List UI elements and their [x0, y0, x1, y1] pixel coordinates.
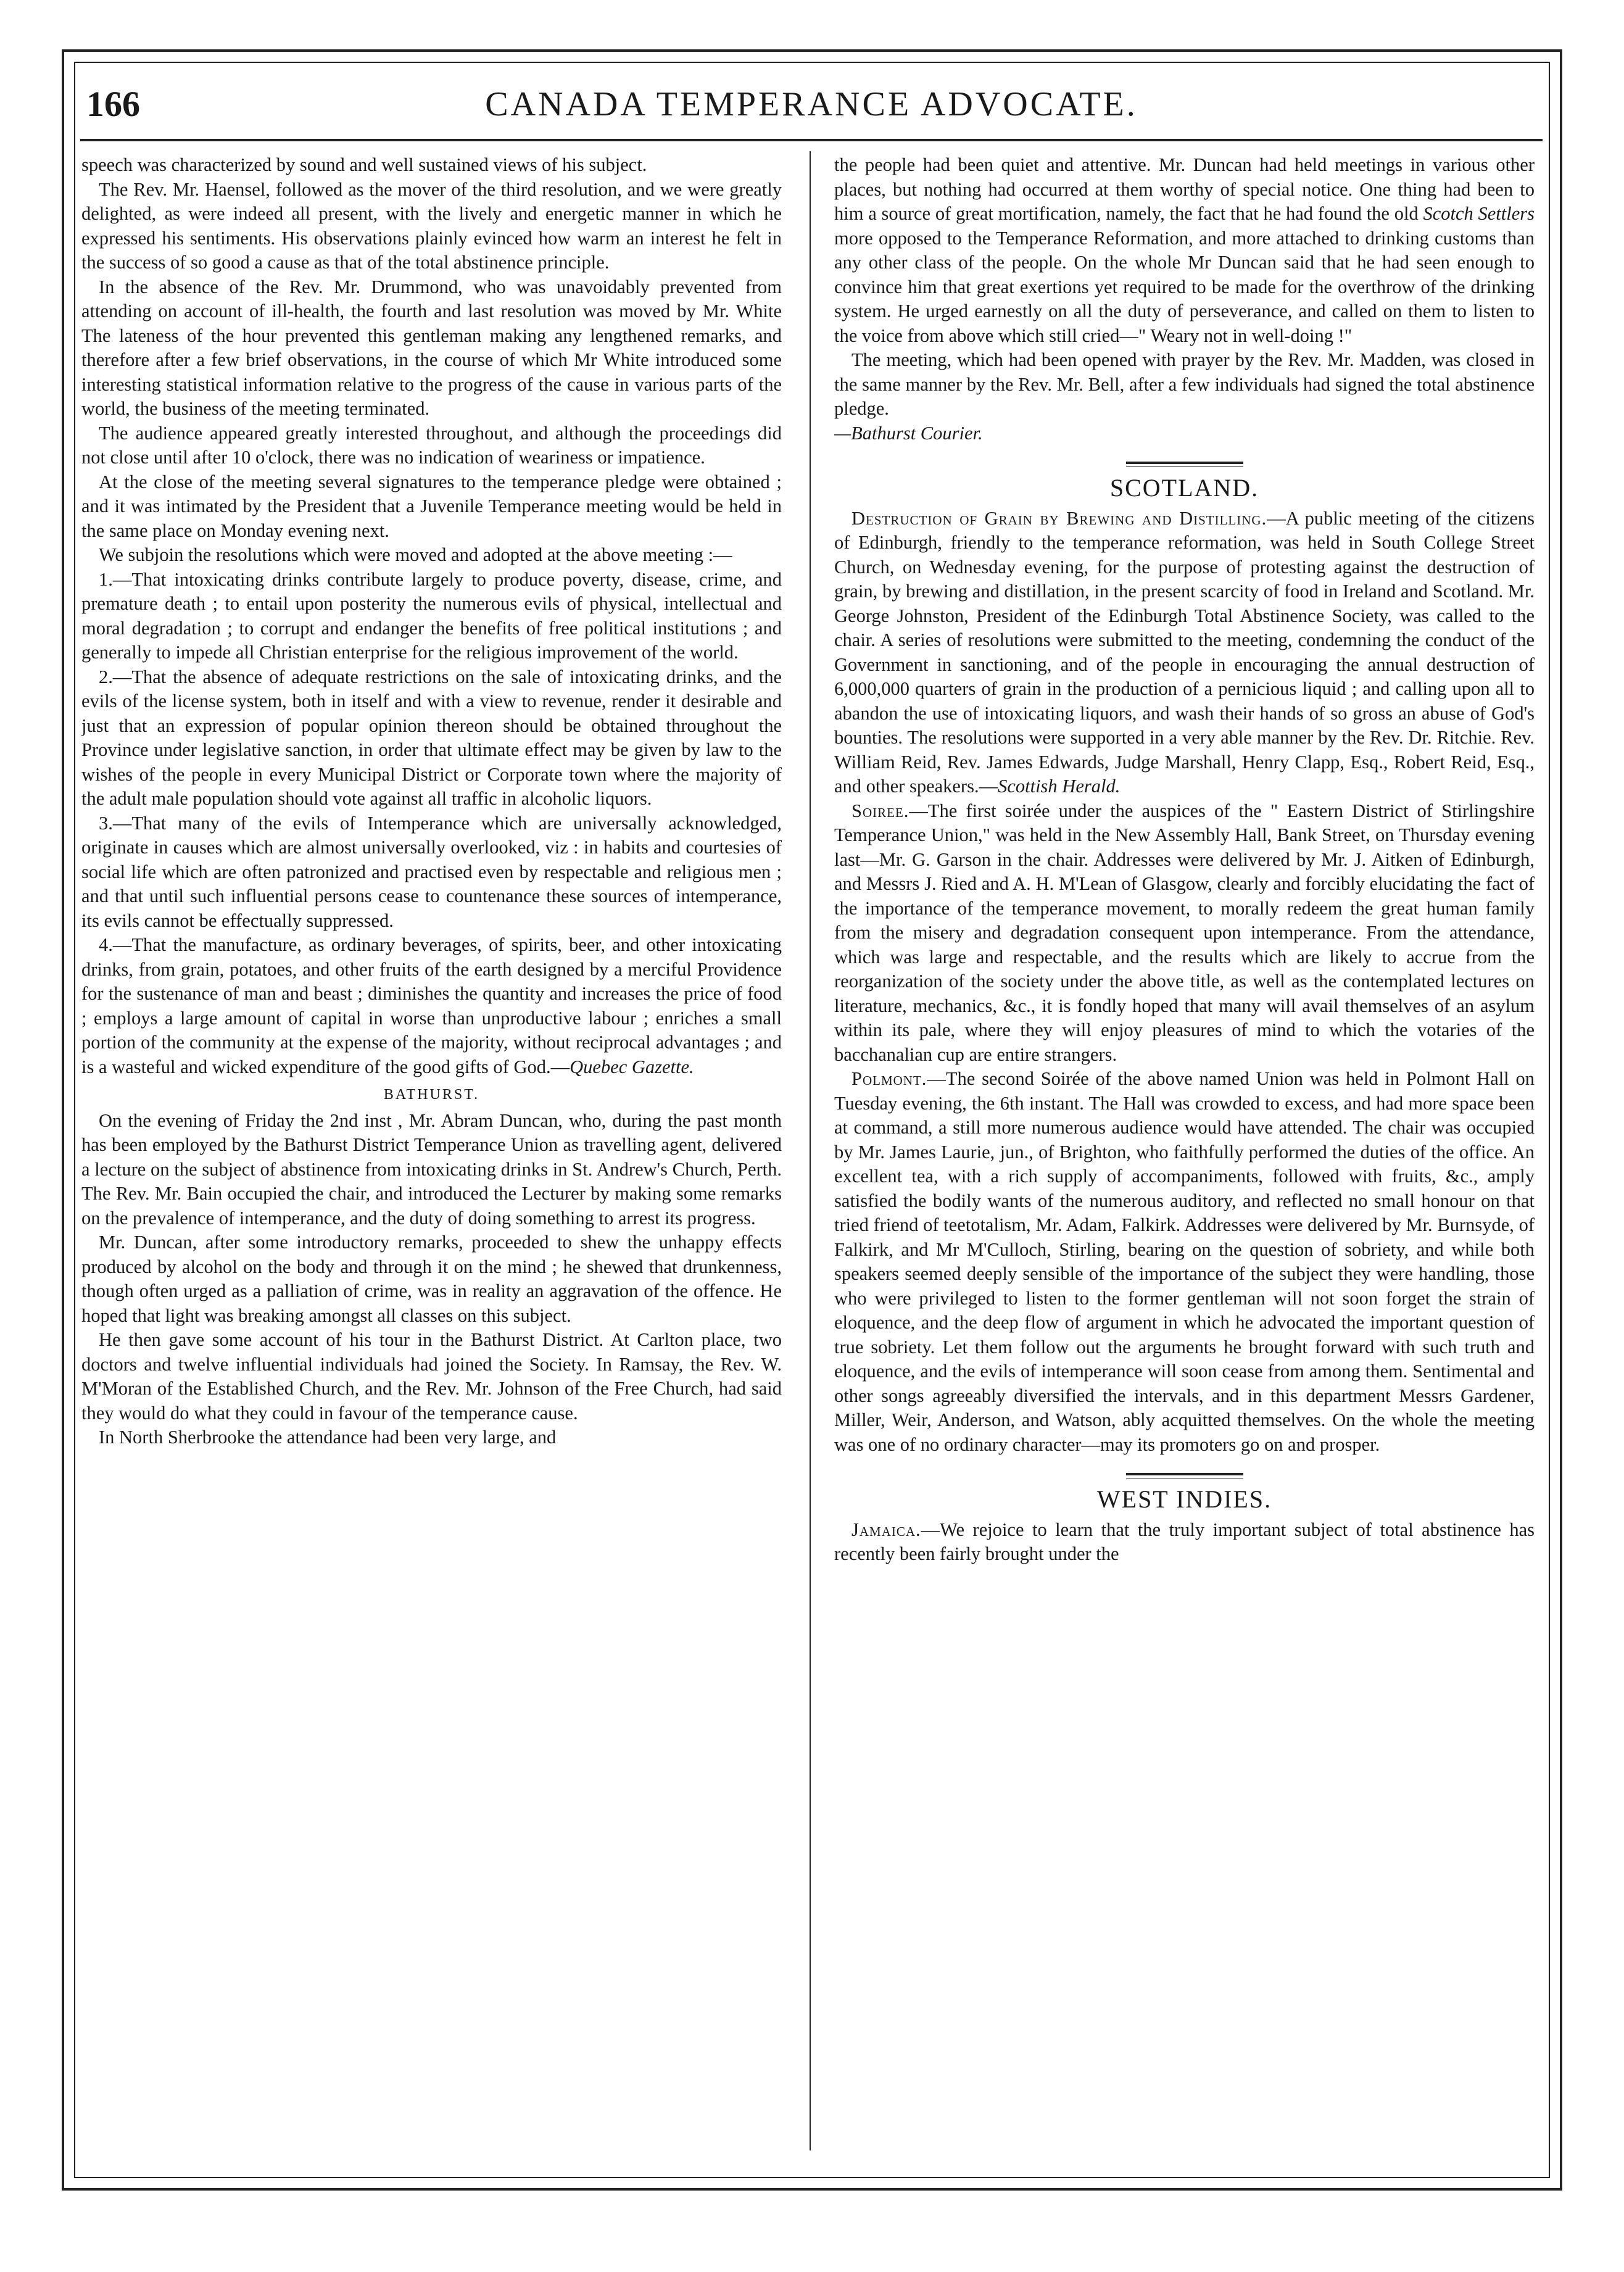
text-run: the people had been quiet and attentive. Mr. Duncan had held meetings in various other places, but nothing had occurred at them worthy of special notice. One thing had been to him a source of great mortification, namely, the fact that he had found the old [834, 154, 1535, 224]
paragraph: At the close of the meeting several signatures to the temperance pledge were obtained ; and it was intimated by the President that a Juvenile Temperance meeting would be held in the same place on Monday evening next. [81, 471, 782, 541]
paragraph: The Rev. Mr. Haensel, followed as the mover of the third resolution, and we were greatly delighted, as were indeed all present, with the lively and energetic manner in which he expressed his sentiments. His observations plainly evinced how warm an interest he felt in the success of so good a cause as that of the total abstinence principle. [81, 178, 782, 273]
paragraph [834, 1067, 1535, 1457]
run-in-heading: Jamaica. [851, 1519, 921, 1540]
resolution-4-text: 4.—That the manufacture, as ordinary beverages, of spirits, beer, and other intoxicating drinks, from grain, potatoes, and other fruits of the earth designed by a merciful Providence for the sustenance of man and beast ; diminishes the quantity and increases the price of food ; employs a large amount of capital in worse than unproductive labour ; enriches a small portion of the community at the expense of the majority, without reciprocal advantages ; and is a wasteful and wicked expenditure of the good gifts of God.— [81, 934, 782, 1077]
resolution-2: 2.—That the absence of adequate restrictions on the sale of intoxicating drinks, and the evils of the license system, both in itself and with a view to revenue, render it desirable and just that an expression of popular opinion thereon should be obtained throughout the Province under legislative sanction, in order that ultimate effect may be given by law to the wishes of the people in every Municipal District or Corporate town where the majority of the adult male population should vote against all traffic in alcoholic liquors. [81, 666, 782, 809]
paragraph: The meeting, which had been opened with prayer by the Rev. Mr. Madden, was closed in the same manner by the Rev. Mr. Bell, after a few individuals had signed the total abstinence pledge. [834, 349, 1535, 419]
journal-title: CANADA TEMPERANCE ADVOCATE. [485, 85, 1138, 123]
resolution-3: 3.—That many of the evils of Intemperance which are universally acknowledged, originate in causes which are almost universally overlooked, viz : in habits and courtesies of social life which are often patronized and practised even by respectable and religious men ; and that until such influential persons cease to countenance these sources of intemperance, its evils cannot be effectually suppressed. [81, 812, 782, 931]
italic-scotch-settlers: Scotch Settlers [1423, 203, 1535, 224]
resolution-1: 1.—That intoxicating drinks contribute largely to produce poverty, disease, crime, and premature death ; to entail upon posterity the numerous evils of physical, intellectual and moral degradation ; to corrupt and endanger the benefits of free political institutions ; and generally to impede all Christian enterprise for the religious improvement of the world. [81, 568, 782, 663]
text-run: —The first soirée under the auspices of the " Eastern District of Stirlingshire Temperance Union," was held in the New Assembly Hall, Bank Street, on Thursday evening last—Mr. G. Garson in the chair. Addresses were delivered by Mr. J. Aitken of Edinburgh, and Messrs J. Ried and A. H. M'Lean of Glasgow, clearly and forcibly elucidating the fact of the importance of the temperance movement, to morally redeem the great human family from the misery and degradation consequent upon intemperance. From the attendance, which was large and respectable, and the results which are likely to accrue from the reorganization of the society under the above title, as well as the contemplated lectures on literature, mechanics, &c., it is fondly hoped that many will avail themselves of an asylum within its pale, where they will enjoy pleasures of mind to which the votaries of the bacchanalian cup are entire strangers. [834, 800, 1535, 1065]
run-in-heading: Soiree. [851, 800, 909, 821]
paragraph [834, 799, 1535, 1068]
run-in-heading: Destruction of Grain by Brewing and Distilling. [851, 507, 1267, 529]
paragraph: The audience appeared greatly interested throughout, and although the proceedings did not close until after 10 o'clock, there was no indication of weariness or impatience. [81, 422, 782, 468]
text-run: —A public meeting of the citizens of Edinburgh, friendly to the temperance reformation, was held in South College Street Church, on Wednesday evening, for the purpose of protesting against the destruction of grain, by brewing and distillation, in the present scarcity of food in Ireland and Scotland. Mr. George Johnston, President of the Edinburgh Total Abstinence Society, was called to the chair. A series of resolutions were submitted to the meeting, condemning the conduct of the Government in sanctioning, and of the people in encouraging the annual destruction of 6,000,000 quarters of grain in the production of a pernicious liquid ; and calling upon all to abandon the use of intoxicating liquors, and wash their hands of so gross an abuse of God's bounties. The resolutions were supported in a very able manner by the Rev. Dr. Ritchie. Rev. William Reid, Rev. James Edwards, Judge Marshall, Henry Clapp, Esq., Robert Reid, Esq., and other speakers.— [834, 507, 1535, 797]
text-run: —The second Soirée of the above named Union was held in Polmont Hall on Tuesday evening, the 6th instant. The Hall was crowded to excess, and had more space been at command, a still more numerous audience would have attended. The chair was occupied by Mr. James Laurie, jun., of Brighton, who faithfully performed the duties of the office. An excellent tea, with a rich supply of accompaniments, followed with fruits, &c., amply satisfied the bodily wants of the numerous auditory, and reflected no small honour on that tried friend of teetotalism, Mr. Adam, Falkirk. Addresses were delivered by Mr. Burnsyde, of Falkirk, and Mr M'Culloch, Stirling, bearing on the question of sobriety, and while both speakers seemed deeply sensible of the importance of the subject they were handling, those who were privileged to listen to the former gentleman will not soon forget the strain of eloquence, and the deep flow of argument in which he advocated the important question of true sobriety. Let them follow out the arguments he brought forward with such truth and eloquence, and the evils of intemperance will soon cease from among them. Sentimental and other songs agreeably diversified the intervals, and in this department Messrs Gardener, Miller, Weir, Anderson, and Watson, ably acquitted themselves. On the whole the meeting was one of no ordinary character—may its promoters go on and prosper. [834, 1068, 1535, 1455]
run-in-heading: Polmont. [851, 1068, 927, 1089]
paragraph [834, 153, 1535, 348]
paragraph: On the evening of Friday the 2nd inst , Mr. Abram Duncan, who, during the past month has been employed by the Bathurst District Temperance Union as travelling agent, delivered a lecture on the subject of abstinence from intoxicating drinks in St. Andrew's Church, Perth. The Rev. Mr. Bain occupied the chair, and introduced the Lecturer by making some remarks on the prevalence of intemperance, and the duty of doing something to arrest its progress. [81, 1109, 782, 1229]
text-run: more opposed to the Temperance Reformation, and more attached to drinking customs than any other class of the people. On the whole Mr Duncan said that he had seen enough to convince him that great exertions yet required to be made for the overthrow of the drinking system. He urged earnestly on all the duty of perseverance, and called on them to listen to the voice from above which still cried—" Weary not in well-doing !" [834, 227, 1535, 346]
section-rule [1126, 462, 1243, 467]
resolution-4 [81, 933, 782, 1079]
section-heading-scotland: SCOTLAND. [1109, 474, 1259, 502]
text-run: —We rejoice to learn that the truly important subject of total abstinence has recently been fairly brought under the [834, 1519, 1535, 1564]
section-rule [1126, 1473, 1243, 1478]
paragraph [834, 1518, 1535, 1567]
paragraph: He then gave some account of his tour in the Bathurst District. At Carlton place, two doctors and twelve influential individuals had joined the Society. In Ramsay, the Rev. W. M'Moran of the Established Church, and the Rev. Mr. Johnson of the Free Church, had said they would do what they could in favour of the temperance cause. [81, 1329, 782, 1424]
paragraph [834, 507, 1535, 799]
paragraph: Mr. Duncan, after some introductory remarks, proceeded to shew the unhappy effects produced by alcohol on the body and through it on the mind ; he shewed that drunkenness, though often urged as a palliation of crime, was in reality an aggravation of the offence. He hoped that light was breaking amongst all classes on this subject. [81, 1232, 782, 1326]
section-heading-bathurst: BATHURST. [383, 1087, 480, 1103]
paragraph: In North Sherbrooke the attendance had been very large, and [99, 1427, 557, 1448]
source-quebec-gazette: Quebec Gazette. [570, 1056, 694, 1077]
right-column [834, 153, 1535, 2146]
paragraph: In the absence of the Rev. Mr. Drummond, who was unavoidably prevented from attending on account of ill-health, the fourth and last resolution was moved by Mr. White The lateness of the hour prevented this gentleman making any lengthened remarks, and therefore after a few brief observations, in the course of which Mr White introduced some interesting statistical information relative to the progress of the cause in various parts of the world, the business of the meeting terminated. [81, 276, 782, 419]
source-scottish-herald: Scottish Herald. [998, 776, 1121, 797]
left-column [81, 153, 782, 2146]
page-number: 166 [86, 84, 140, 124]
paragraph: We subjoin the resolutions which were moved and adopted at the above meeting :— [99, 544, 732, 565]
running-head [80, 71, 1543, 141]
column-divider [810, 151, 811, 2150]
paragraph: speech was characterized by sound and well sustained views of his subject. [81, 154, 647, 175]
section-heading-west-indies: WEST INDIES. [1096, 1485, 1272, 1513]
source-bathurst-courier: —Bathurst Courier. [834, 422, 983, 444]
